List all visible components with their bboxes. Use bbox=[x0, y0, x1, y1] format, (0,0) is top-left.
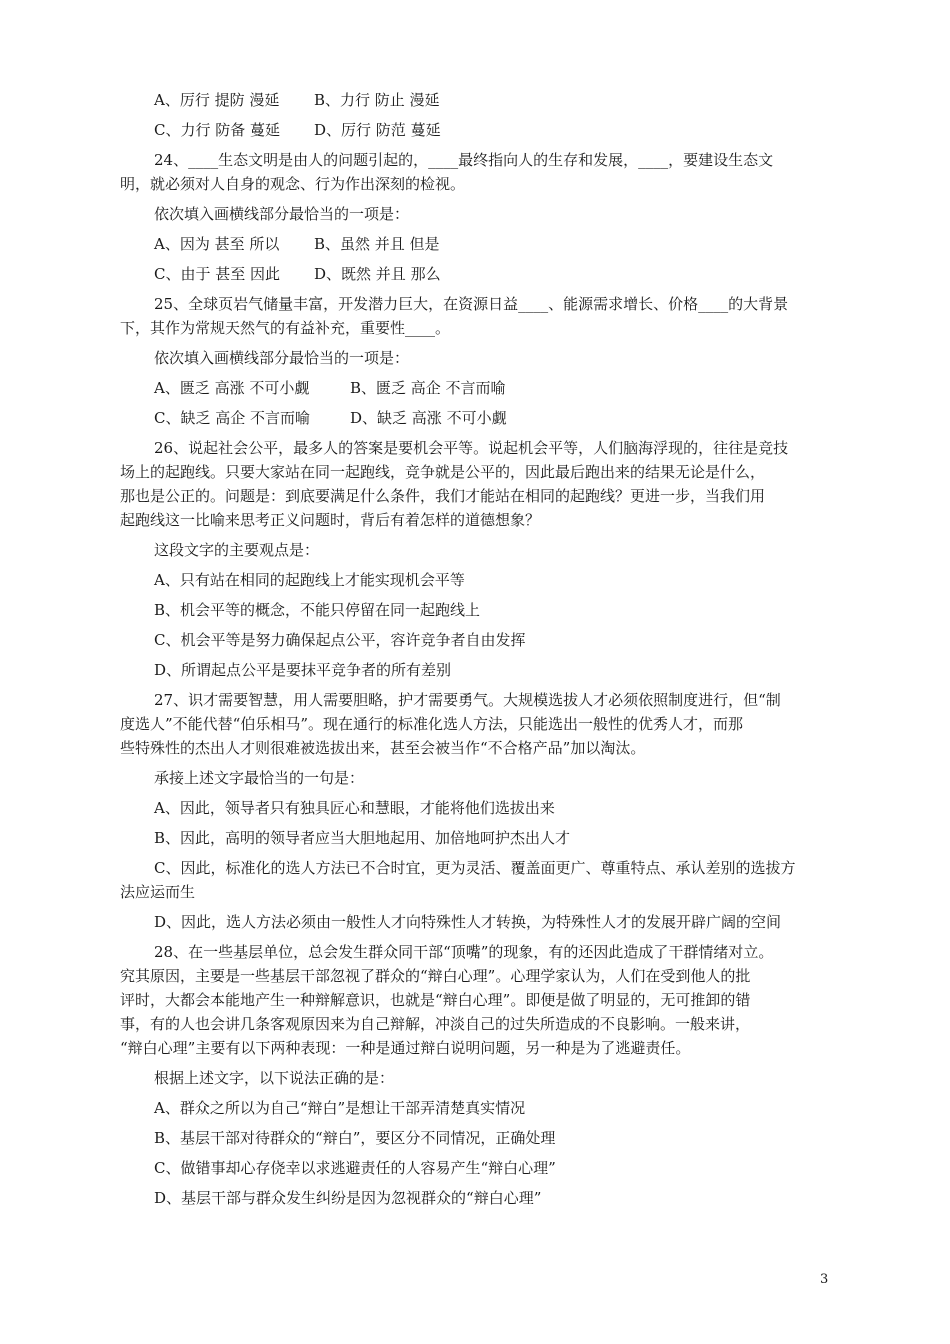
q26-stem bbox=[120, 436, 840, 532]
q27-stem bbox=[120, 688, 840, 760]
q23-option-a: A、厉行 提防 漫延 bbox=[154, 91, 280, 109]
q23-option-c: C、力行 防备 蔓延 bbox=[154, 121, 281, 139]
q24-stem bbox=[120, 148, 840, 196]
q27-option-c bbox=[120, 856, 840, 904]
page-content bbox=[120, 88, 840, 1216]
q24-option-b: B、虽然 并且 但是 bbox=[314, 235, 440, 253]
q26-line-3: 那也是公正的。问题是：到底要满足什么条件，我们才能站在相同的起跑线？更进一步，当我们用 bbox=[120, 487, 766, 505]
q27-option-b: B、因此，高明的领导者应当大胆地起用、加倍地呵护杰出人才 bbox=[154, 829, 571, 847]
q27-option-c-line-1: C、因此，标准化的选人方法已不合时宜，更为灵活、覆盖面更广、尊重特点、承认差别的选拔方 bbox=[154, 859, 796, 877]
q25-option-b: B、匮乏 高企 不言而喻 bbox=[350, 379, 506, 397]
q27-option-d: D、因此，选人方法必须由一般性人才向特殊性人才转换，为特殊性人才的发展开辟广阔的空间 bbox=[154, 913, 782, 931]
q28-option-b: B、基层干部对待群众的“辩白”，要区分不同情况，正确处理 bbox=[154, 1129, 556, 1147]
q23-options-row-2 bbox=[120, 118, 840, 142]
q26-option-b: B、机会平等的概念，不能只停留在同一起跑线上 bbox=[154, 601, 481, 619]
q28-line-5: “辩白心理”主要有以下两种表现：一种是通过辩白说明问题，另一种是为了逃避责任。 bbox=[120, 1039, 691, 1057]
q25-options-row-1 bbox=[120, 376, 840, 400]
q25-line-2: 下，其作为常规天然气的有益补充，重要性____。 bbox=[120, 319, 451, 337]
q24-options-row-2 bbox=[120, 262, 840, 286]
q24-option-c: C、由于 甚至 因此 bbox=[154, 265, 281, 283]
q27-line-1: 27、识才需要智慧，用人需要胆略，护才需要勇气。大规模选拔人才必须依照制度进行，但“制 bbox=[154, 691, 781, 709]
page-number: 3 bbox=[820, 1272, 829, 1287]
q28-option-a: A、群众之所以为自己“辩白”是想让干部弄清楚真实情况 bbox=[154, 1099, 526, 1117]
q24-line-1: 24、____生态文明是由人的问题引起的，____最终指向人的生存和发展，____，要建设生态文 bbox=[154, 151, 774, 169]
q24-options-row-1 bbox=[120, 232, 840, 256]
q26-line-1: 26、说起社会公平，最多人的答案是要机会平等。说起机会平等，人们脑海浮现的，往往是竞技 bbox=[154, 439, 789, 457]
q28-option-d: D、基层干部与群众发生纠纷是因为忽视群众的“辩白心理” bbox=[154, 1189, 542, 1207]
q24-option-d: D、既然 并且 那么 bbox=[314, 265, 441, 283]
q28-line-3: 评时，大都会本能地产生一种辩解意识，也就是“辩白心理”。即便是做了明显的，无可推卸的错 bbox=[120, 991, 751, 1009]
q26-prompt: 这段文字的主要观点是： bbox=[154, 541, 320, 559]
q28-line-4: 事，有的人也会讲几条客观原因来为自己辩解，冲淡自己的过失所造成的不良影响。一般来讲， bbox=[120, 1015, 751, 1033]
q26-option-a: A、只有站在相同的起跑线上才能实现机会平等 bbox=[154, 571, 465, 589]
q28-line-2: 究其原因，主要是一些基层干部忽视了群众的“辩白心理”。心理学家认为，人们在受到他人的批 bbox=[120, 967, 751, 985]
q25-line-1: 25、全球页岩气储量丰富，开发潜力巨大，在资源日益____、能源需求增长、价格____的大背景 bbox=[154, 295, 789, 313]
q26-option-c: C、机会平等是努力确保起点公平，容许竞争者自由发挥 bbox=[154, 631, 526, 649]
q27-line-3: 些特殊性的杰出人才则很难被选拔出来，甚至会被当作“不合格产品”加以淘汰。 bbox=[120, 739, 646, 757]
q26-line-2: 场上的起跑线。只要大家站在同一起跑线，竞争就是公平的，因此最后跑出来的结果无论是什么， bbox=[120, 463, 766, 481]
q28-prompt: 根据上述文字，以下说法正确的是： bbox=[154, 1069, 395, 1087]
q27-option-c-line-2: 法应运而生 bbox=[120, 883, 196, 901]
q28-stem bbox=[120, 940, 840, 1060]
q27-line-2: 度选人”不能代替“伯乐相马”。现在通行的标准化选人方法，只能选出一般性的优秀人才，而那 bbox=[120, 715, 744, 733]
q24-option-a: A、因为 甚至 所以 bbox=[154, 235, 280, 253]
q23-option-d: D、厉行 防范 蔓延 bbox=[314, 121, 441, 139]
q23-option-b: B、力行 防止 漫延 bbox=[314, 91, 440, 109]
q27-option-a: A、因此，领导者只有独具匠心和慧眼，才能将他们选拔出来 bbox=[154, 799, 555, 817]
q23-options-row-1 bbox=[120, 88, 840, 112]
q26-line-4: 起跑线这一比喻来思考正义问题时，背后有着怎样的道德想象？ bbox=[120, 511, 541, 529]
q28-option-c: C、做错事却心存侥幸以求逃避责任的人容易产生“辩白心理” bbox=[154, 1159, 556, 1177]
q26-option-d: D、所谓起点公平是要抹平竞争者的所有差别 bbox=[154, 661, 452, 679]
q24-prompt: 依次填入画横线部分最恰当的一项是： bbox=[154, 205, 410, 223]
q25-option-c: C、缺乏 高企 不言而喻 bbox=[154, 409, 311, 427]
q25-option-a: A、匮乏 高涨 不可小觑 bbox=[154, 379, 310, 397]
q25-options-row-2 bbox=[120, 406, 840, 430]
q25-stem bbox=[120, 292, 840, 340]
q28-line-1: 28、在一些基层单位，总会发生群众同干部“顶嘴”的现象，有的还因此造成了干群情绪对立。 bbox=[154, 943, 774, 961]
q24-line-2: 明，就必须对人自身的观念、行为作出深刻的检视。 bbox=[120, 175, 466, 193]
q27-prompt: 承接上述文字最恰当的一句是： bbox=[154, 769, 365, 787]
q25-prompt: 依次填入画横线部分最恰当的一项是： bbox=[154, 349, 410, 367]
q25-option-d: D、缺乏 高涨 不可小觑 bbox=[350, 409, 507, 427]
